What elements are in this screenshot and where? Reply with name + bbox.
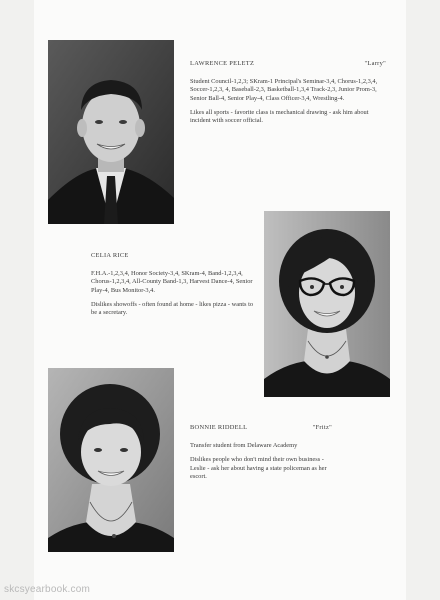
portrait-boy-image — [48, 40, 174, 224]
student-nickname: "Larry" — [364, 60, 386, 67]
student-remarks: Dislikes showoffs - often found at home - likes pizza - wants to be a secretary. — [91, 300, 254, 317]
student-activities: F.H.A.-1,2,3,4, Honor Society-3,4, SKram-4, Band-1,2,3,4, Chorus-1,2,3,4, All-County Band-1,3, Harvest Dance-4, Senior Play-4, Bus Monitor-3,4. — [91, 270, 253, 294]
site-watermark: skcsyearbook.com — [4, 584, 91, 595]
student-entry-rice — [91, 252, 255, 323]
student-photo-riddell — [48, 368, 174, 552]
student-entry-peletz — [190, 60, 386, 131]
portrait-girl-glasses-image — [264, 211, 390, 397]
student-name-row — [190, 424, 332, 433]
student-nickname: "Fritz" — [312, 424, 332, 431]
student-name: CELIA RICE — [91, 252, 129, 259]
student-name-row — [91, 252, 255, 261]
student-entry-riddell — [190, 424, 332, 487]
student-remarks: Dislikes people who don't mind their own business - Leslie - ask her about having a state policeman as her escort. — [190, 456, 327, 480]
student-activities: Transfer student from Delaware Academy — [190, 442, 298, 449]
student-name: LAWRENCE PELETZ — [190, 60, 255, 67]
student-photo-peletz — [48, 40, 174, 224]
student-name-row — [190, 60, 386, 69]
student-activities: Student Council-1,2,3; SKram-1 Principal's Seminar-3,4, Chorus-1,2,3,4, Soccer-1,2,3, 4, Baseball-2,3, Basketball-1,3,4 Track-2,3, Junior Prom-3, Senior Ball-4, Senior Play-4, Class Officer-3,4, Wrestling-4. — [190, 78, 378, 102]
student-remarks: Likes all sports - favorite class is mechanical drawing - ask him about incident with soccer official. — [190, 108, 369, 125]
student-photo-rice — [264, 211, 390, 397]
portrait-girl-image — [48, 368, 174, 552]
student-name: BONNIE RIDDELL — [190, 424, 248, 431]
